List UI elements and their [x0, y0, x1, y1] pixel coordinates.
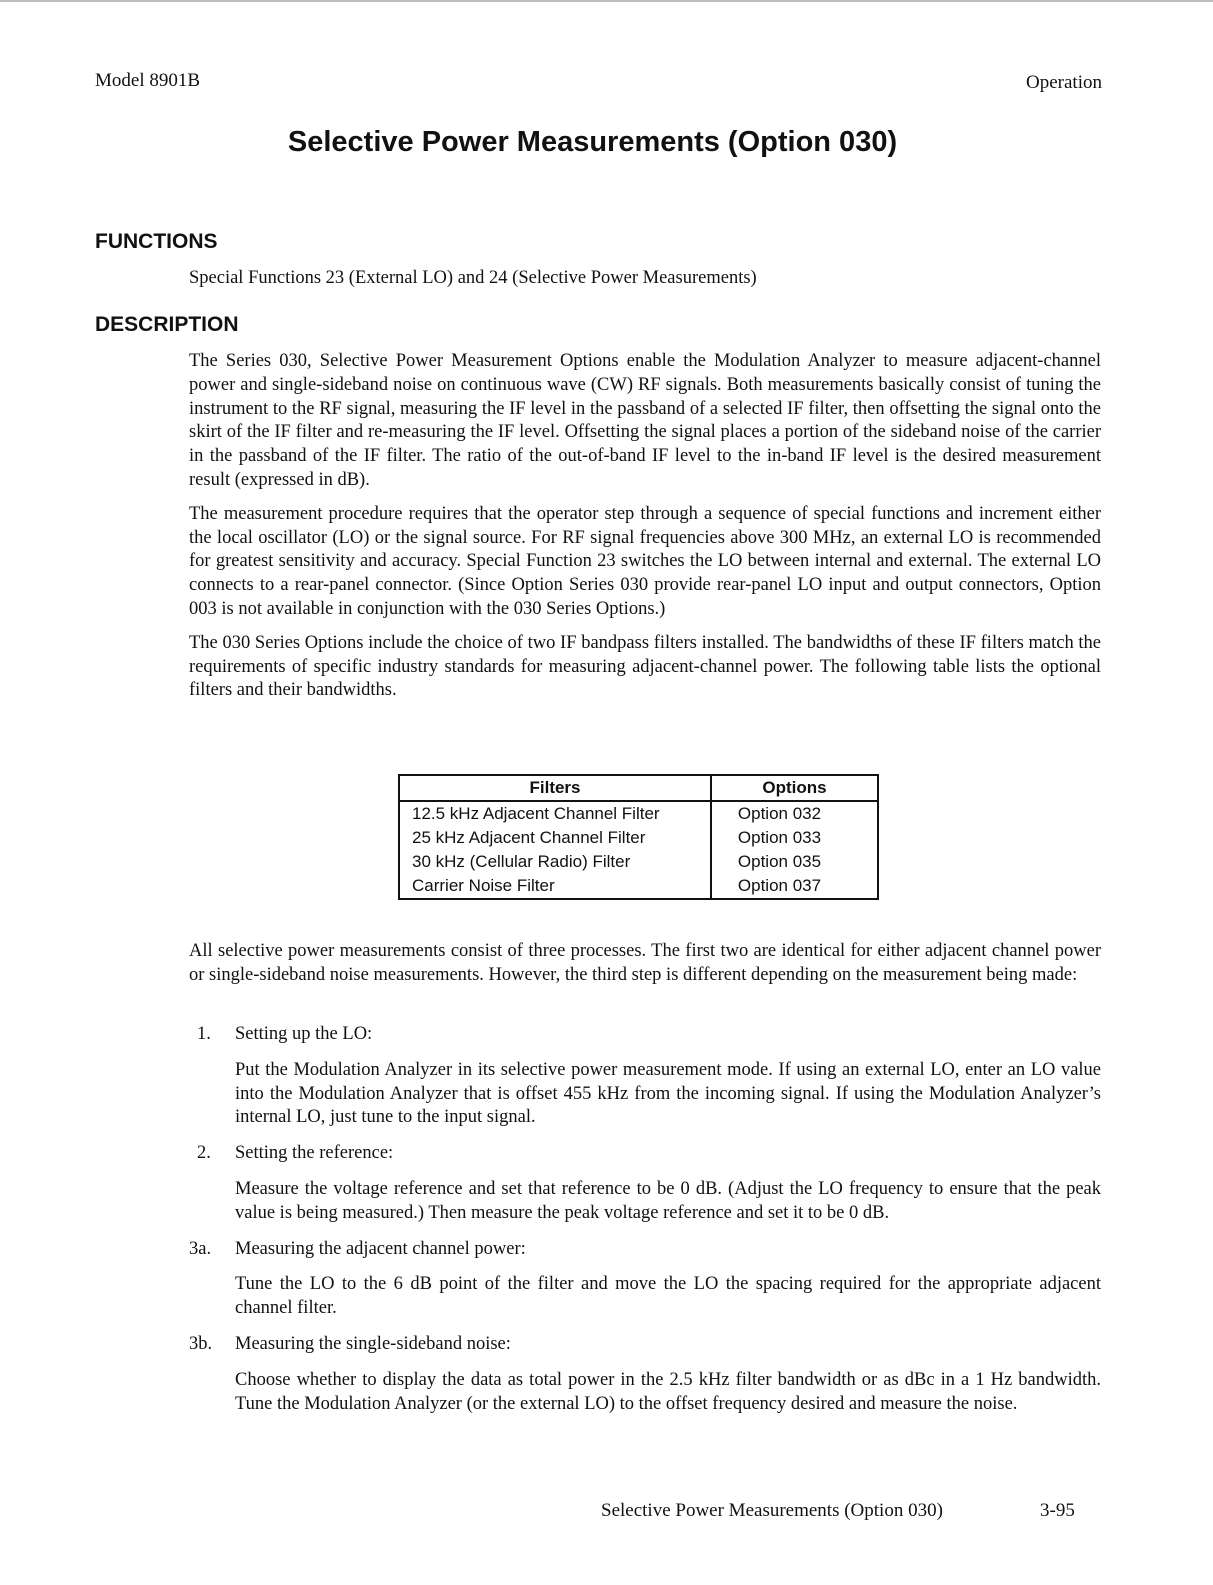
list-item — [189, 1142, 1101, 1225]
table-cell-filter: 25 kHz Adjacent Channel Filter — [399, 826, 711, 850]
functions-text: Special Functions 23 (External LO) and 24 (Selective Power Measurements) — [189, 268, 757, 288]
table-cell-option: Option 037 — [737, 876, 822, 895]
process-steps — [189, 1023, 1101, 1428]
step-number: 3a. — [189, 1238, 212, 1259]
table-row — [399, 874, 878, 899]
table-row — [399, 801, 878, 826]
table-cell-option: Option 035 — [737, 852, 822, 871]
list-item — [189, 1023, 1101, 1130]
table-header-row — [399, 775, 878, 801]
processes-intro: All selective power measurements consist of three processes. The first two are identical for either adjacent channel power or single-sideband noise measurements. However, the third step is different depending on the measurement being made: — [189, 941, 1101, 985]
step-number: 2. — [197, 1143, 211, 1164]
table-row — [399, 850, 878, 874]
footer-title: Selective Power Measurements (Option 030) — [601, 1500, 943, 1521]
table-header-options: Options — [711, 775, 878, 801]
step-label: Measuring the adjacent channel power: — [235, 1238, 526, 1259]
table-cell-option: Option 033 — [737, 828, 822, 847]
table-cell-filter: 30 kHz (Cellular Radio) Filter — [399, 850, 711, 874]
table-row — [399, 826, 878, 850]
header-model: Model 8901B — [95, 70, 201, 91]
step-body: Put the Modulation Analyzer in its selective power measurement mode. If using an external LO, enter an LO value into the Modulation Analyzer that is offset 455 kHz from the incoming signal. If using the Modulation Analyzer’s internal LO, just tune to the input signal. — [235, 1059, 1101, 1128]
step-label: Measuring the single-sideband noise: — [235, 1333, 511, 1354]
step-body: Choose whether to display the data as total power in the 2.5 kHz filter bandwidth or as dBc in a 1 Hz bandwidth. Tune the Modulation Analyzer (or the external LO) to the offset frequency desired and measure the noise. — [235, 1369, 1101, 1414]
top-rule — [0, 0, 1213, 2]
step-number: 3b. — [189, 1333, 213, 1354]
step-label: Setting up the LO: — [235, 1024, 373, 1044]
functions-heading: FUNCTIONS — [95, 230, 218, 253]
table-cell-filter: Carrier Noise Filter — [399, 874, 711, 899]
table-cell-filter: 12.5 kHz Adjacent Channel Filter — [399, 801, 711, 826]
header-section: Operation — [1026, 72, 1102, 93]
table-header-filters: Filters — [399, 775, 711, 801]
page-title: Selective Power Measurements (Option 030) — [287, 126, 898, 158]
table-cell-option: Option 032 — [737, 804, 822, 823]
description-paragraph: The measurement procedure requires that the operator step through a sequence of special functions and increment either the local oscillator (LO) or the signal source. For RF signal frequencies above 300 MHz, an external LO is recommended for greatest sensitivity and accuracy. Special Function 23 switches the LO between internal and external. The external LO connects to a rear-panel connector. (Since Option Series 030 provide rear-panel LO input and output connectors, Option 003 is not available in conjunction with the 030 Series Options.) — [189, 503, 1101, 619]
step-label: Setting the reference: — [235, 1143, 394, 1164]
list-item — [189, 1238, 1101, 1321]
description-heading: DESCRIPTION — [95, 313, 239, 336]
step-number: 1. — [197, 1024, 211, 1044]
page-number: 3-95 — [1040, 1500, 1075, 1521]
description-paragraph: The 030 Series Options include the choice of two IF bandpass filters installed. The bandwidths of these IF filters match the requirements of specific industry standards for measuring adjacent-channel power. The following table lists the optional filters and their bandwidths. — [189, 632, 1101, 701]
description-body — [189, 350, 1101, 713]
description-paragraph: The Series 030, Selective Power Measurement Options enable the Modulation Analyzer to measure adjacent-channel power and single-sideband noise on continuous wave (CW) RF signals. Both measurements basically consist of tuning the instrument to the RF signal, measuring the IF level in the passband of a selected IF filter, then offsetting the signal onto the skirt of the IF filter and re-measuring the IF level. Offsetting the signal places a portion of the sideband noise of the carrier in the passband of the IF filter. The ratio of the out-of-band IF level to the in-band IF level is the desired measurement result (expressed in dB). — [189, 351, 1101, 490]
list-item — [189, 1333, 1101, 1416]
step-body: Measure the voltage reference and set that reference to be 0 dB. (Adjust the LO frequency to ensure that the peak value is being measured.) Then measure the peak voltage reference and set it to be 0 dB. — [235, 1178, 1101, 1223]
filter-table — [398, 774, 879, 900]
step-body: Tune the LO to the 6 dB point of the filter and move the LO the spacing required for the appropriate adjacent channel filter. — [235, 1274, 1101, 1319]
